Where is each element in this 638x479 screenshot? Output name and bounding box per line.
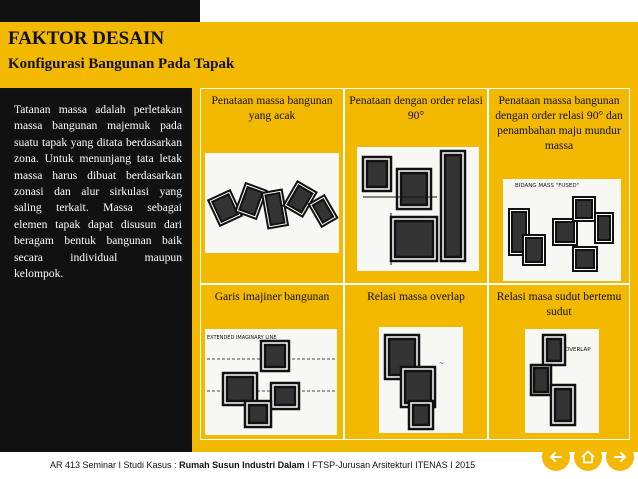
sketch-stagger-massing xyxy=(503,179,621,281)
grid-cell-imaginary-line xyxy=(200,284,344,440)
page-title: FAKTOR DESAIN xyxy=(8,28,165,49)
footer-text xyxy=(50,460,475,470)
cell-caption: Penataan massa bangunan yang acak xyxy=(211,94,333,122)
cell-caption: Relasi massa overlap xyxy=(367,290,465,303)
grid-cell-order-90 xyxy=(344,88,488,284)
cell-caption: Relasi masa sudut bertemu sudut xyxy=(496,290,622,318)
cell-caption: Penataan massa bangunan dengan order relasi 90° dan penambahan maju mundur massa xyxy=(495,94,623,152)
forward-button[interactable] xyxy=(606,443,634,471)
grid-cell-corner-to-corner xyxy=(488,284,630,440)
header-banner xyxy=(0,22,638,88)
grid-cell-random xyxy=(200,88,344,284)
overlap-label: OVERLAP xyxy=(565,347,591,353)
sketch-order-90 xyxy=(357,147,479,271)
grid-cell-overlap xyxy=(344,284,488,440)
sketch-imaginary-line xyxy=(205,329,337,435)
top-strip xyxy=(200,0,638,22)
home-icon xyxy=(580,449,596,465)
cell-caption: Penataan dengan order relasi 90° xyxy=(349,94,483,122)
arrow-right-icon xyxy=(612,449,628,465)
sketch-corner-to-corner xyxy=(525,329,599,433)
footer-prefix: AR 413 Seminar I Studi Kasus : xyxy=(50,460,180,470)
grid-cell-order-90-stagger xyxy=(488,88,630,284)
cell-caption: Garis imajiner bangunan xyxy=(214,290,330,303)
fused-label: BIDANG MASS "FUSED" xyxy=(515,183,580,189)
imaginary-label: EXTENDED IMAGINARY LINE xyxy=(207,335,277,341)
description-panel xyxy=(0,88,192,452)
footer-suffix: I FTSP-Jurusan ArsitekturI ITENAS I 2015 xyxy=(304,460,476,470)
svg-text:~: ~ xyxy=(439,360,445,367)
home-button[interactable] xyxy=(574,443,602,471)
description-text: Tatanan massa adalah perletakan massa bangunan majemuk pada suatu tapak yang ditata berdasarkan zona. Untuk menunjang tata letak massa harus dibuat berdasarkan zonasi dan alur sirkulasi yang saling terkait. Massa sebagai elemen tapak dapat disusun dari beragam bentuk bangunan baik secara individual maupun kelompok. xyxy=(14,103,182,281)
page-subtitle: Konfigurasi Bangunan Pada Tapak xyxy=(8,56,235,72)
sketch-random-massing xyxy=(205,153,339,253)
arrow-left-icon xyxy=(548,449,564,465)
footer-title: Rumah Susun Industri Dalam xyxy=(179,460,305,470)
sketch-overlap xyxy=(379,327,463,433)
back-button[interactable] xyxy=(542,443,570,471)
